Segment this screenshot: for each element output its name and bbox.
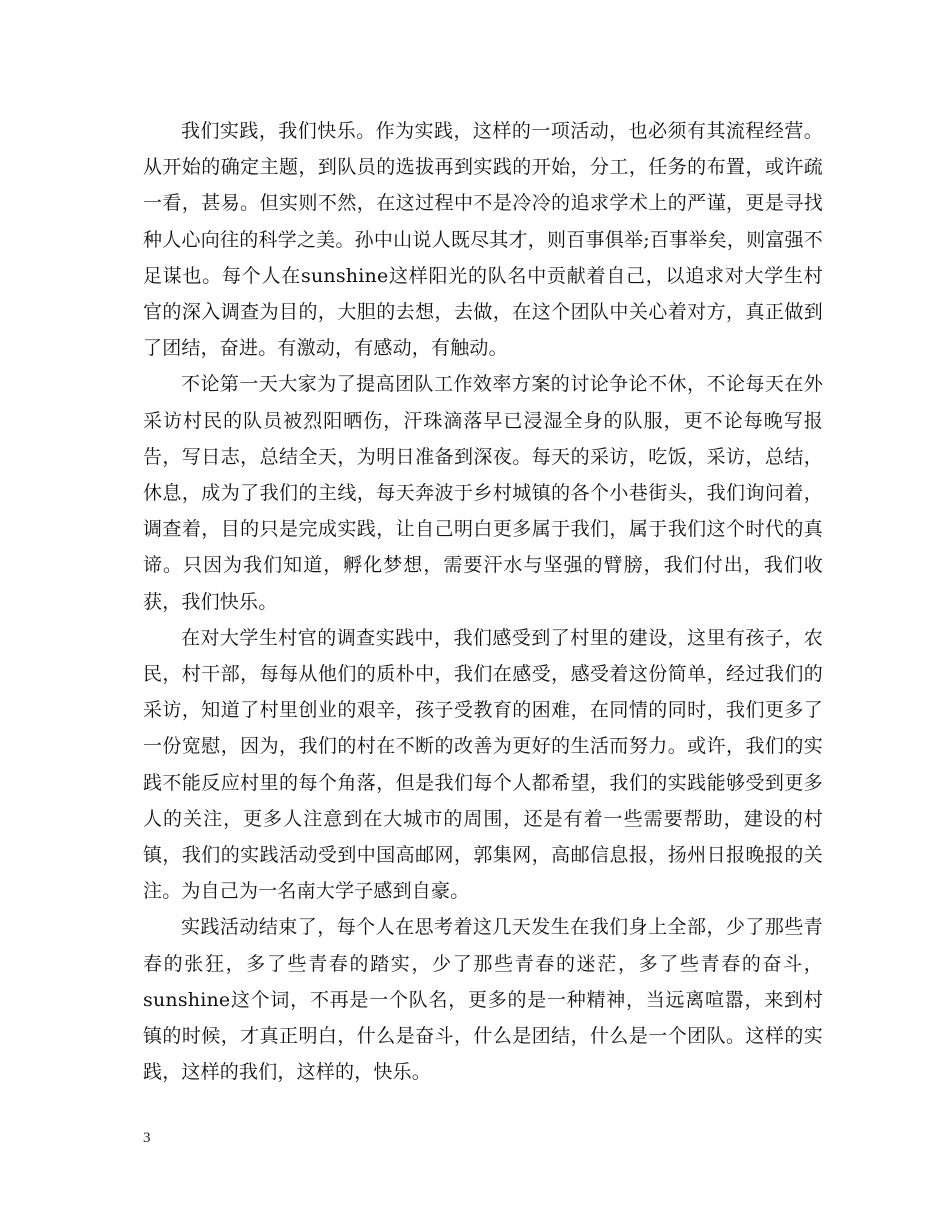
paragraph-1: 我们实践，我们快乐。作为实践，这样的一项活动，也必须有其流程经营。从开始的确定主题，到队员的选拔再到实践的开始，分工，任务的布置，或许疏一看，甚易。但实则不然，在这过程中不是冷冷的追求学术上的严谨，更是寻找种人心向往的科学之美。孙中山说人既尽其才，则百事俱举;百事举矣，则富强不足谋也。每个人在sunshine这样阳光的队名中贡献着自己，以追求对大学生村官的深入调查为目的，大胆的去想，去做，在这个团队中关心着对方，真正做到了团结，奋进。有激动，有感动，有触动。 bbox=[143, 120, 823, 360]
page-number: 3 bbox=[143, 1130, 151, 1146]
paragraph-3: 在对大学生村官的调查实践中，我们感受到了村里的建设，这里有孩子，农民，村干部，每每从他们的质朴中，我们在感受，感受着这份简单，经过我们的采访，知道了村里创业的艰辛，孩子受教育的困难，在同情的同时，我们更多了一份宽慰，因为，我们的村在不断的改善为更好的生活而努力。或许，我们的实践不能反应村里的每个角落，但是我们每个人都希望，我们的实践能够受到更多人的关注，更多人注意到在大城市的周围，还是有着一些需要帮助，建设的村镇，我们的实践活动受到中国高邮网，郭集网，高邮信息报，扬州日报晚报的关注。为自己为一名南大学子感到自豪。 bbox=[143, 626, 823, 903]
document-body bbox=[143, 113, 823, 1090]
paragraph-2: 不论第一天大家为了提高团队工作效率方案的讨论争论不休，不论每天在外采访村民的队员被烈阳晒伤，汗珠滴落早已浸湿全身的队服，更不论每晚写报告，写日志，总结全天，为明日准备到深夜。每天的采访，吃饭，采访，总结，休息，成为了我们的主线，每天奔波于乡村城镇的各个小巷街头，我们询问着，调查着，目的只是完成实践，让自己明白更多属于我们，属于我们这个时代的真谛。只因为我们知道，孵化梦想，需要汗水与坚强的臂膀，我们付出，我们收获，我们快乐。 bbox=[143, 373, 823, 613]
paragraph-4: 实践活动结束了，每个人在思考着这几天发生在我们身上全部，少了那些青春的张狂，多了些青春的踏实，少了那些青春的迷茫，多了些青春的奋斗，sunshine这个词，不再是一个队名，更多的是一种精神，当远离喧嚣，来到村镇的时候，才真正明白，什么是奋斗，什么是团结，什么是一个团队。这样的实践，这样的我们，这样的，快乐。 bbox=[143, 916, 823, 1084]
